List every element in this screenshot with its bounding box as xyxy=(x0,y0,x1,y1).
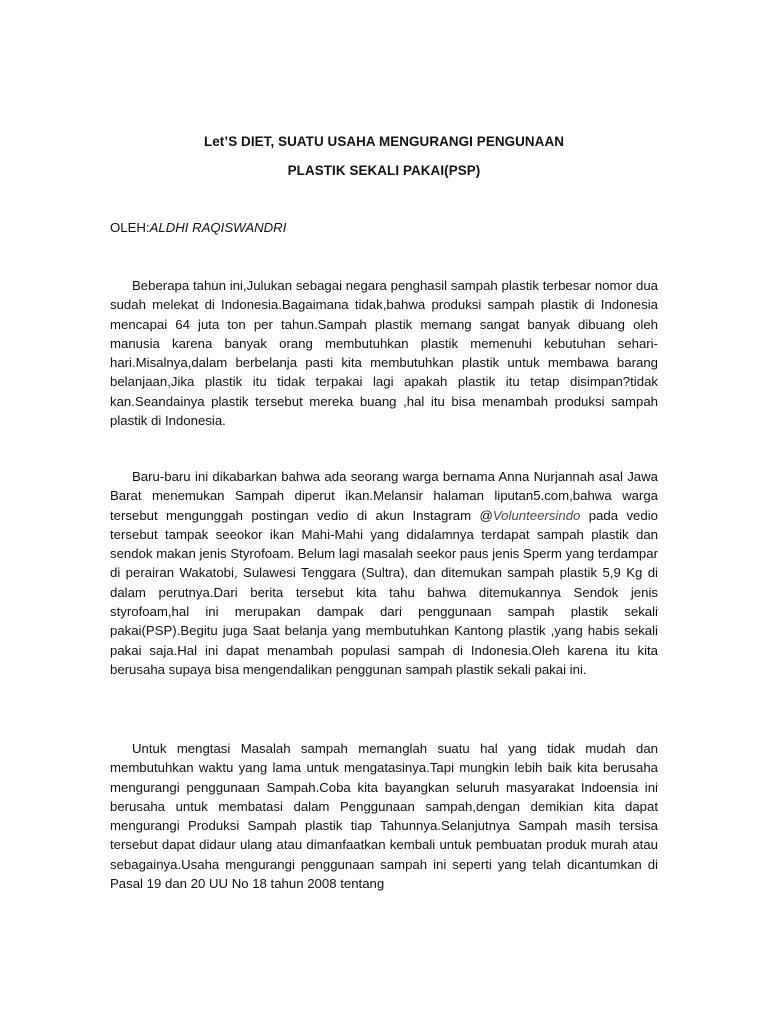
instagram-handle-link[interactable]: Volunteersindo xyxy=(492,507,581,523)
paragraph-3: Untuk mengtasi Masalah sampah memanglah suatu hal yang tidak mudah dan membutuhkan waktu yang lama untuk mengatasinya.Tapi mungkin lebih baik kita berusaha mengurangi penggunaan Sampah.Coba kita bayangkan seluruh masyarakat Indoensia ini berusaha untuk membatasi dalam Penggunaan sampah,dengan demikian kita dapat mengurangi Produksi Sampah plastik tiap Tahunnya.Selanjutnya Sampah masih tersisa tersebut dapat didaur ulang atau dimanfaatkan kembali untuk pembuatan produk murah atau sebagainya.Usaha mengurangi penggunaan sampah ini seperti yang telah dicantumkan di Pasal 19 dan 20 UU No 18 tahun 2008 tentang xyxy=(110,741,658,892)
title-line-1: Let’S DIET, SUATU USAHA MENGURANGI PENGUNAAN xyxy=(203,134,564,149)
author-name: ALDHI RAQISWANDRI xyxy=(149,220,287,235)
paragraph-2-text-after: pada vedio tersebut tampak seeokor ikan Mahi-Mahi yang didalamnya terdapat sampah plastik dan sendok makan jenis Styrofoam. Belum lagi masalah seekor paus jenis Sperm yang terdampar di perairan Wakatobi, Sulawesi Tenggara (Sultra), dan ditemukan sampah plastik 5,9 Kg di dalam perutnya.Dari berita tersebut kita tahu bahwa ditemukannya Sendok jenis styrofoam,hal ini merupakan dampak dari penggunaan sampah plastik sekali pakai(PSP).Begitu juga Saat belanja yang membutuhkan Kantong plastik ,yang habis sekali pakai saja.Hal ini dapat menambah populasi sampah di Indonesia.Oleh karena itu kita berusaha supaya bisa mengendalikan penggunan sampah plastik sekali pakai ini. xyxy=(110,507,658,677)
paragraph-1: Beberapa tahun ini,Julukan sebagai negara penghasil sampah plastik terbesar nomor dua sudah melekat di Indonesia.Bagaimana tidak,bahwa produksi sampah plastik di Indonesia mencapai 64 juta ton per tahun.Sampah plastik memang sangat banyak dibuang oleh manusia karena banyak orang membutuhkan plastik memenuhi kebutuhan sehari-hari.Misalnya,dalam berbelanja pasti kita membutuhkan plastik untuk membawa barang belanjaan,Jika plastik itu tidak terpakai lagi apakah plastik itu tetap disimpan?tidak kan.Seandainya plastik tersebut mereka buang ,hal itu bisa menambah produksi sampah plastik di Indonesia. xyxy=(110,278,658,429)
paragraph-2-text-before: Baru-baru ini dikabarkan bahwa ada seorang warga bernama Anna Nurjannah asal Jawa Barat menemukan Sampah diperut ikan.Melansir halaman liputan5.com,bahwa warga tersebut mengunggah postingan vedio di akun Instagram @ xyxy=(110,469,658,523)
author-label: OLEH: xyxy=(110,220,150,235)
title-line-2: PLASTIK SEKALI PAKAI(PSP) xyxy=(287,163,481,178)
author-line xyxy=(110,220,286,235)
paragraph-2 xyxy=(110,467,658,679)
